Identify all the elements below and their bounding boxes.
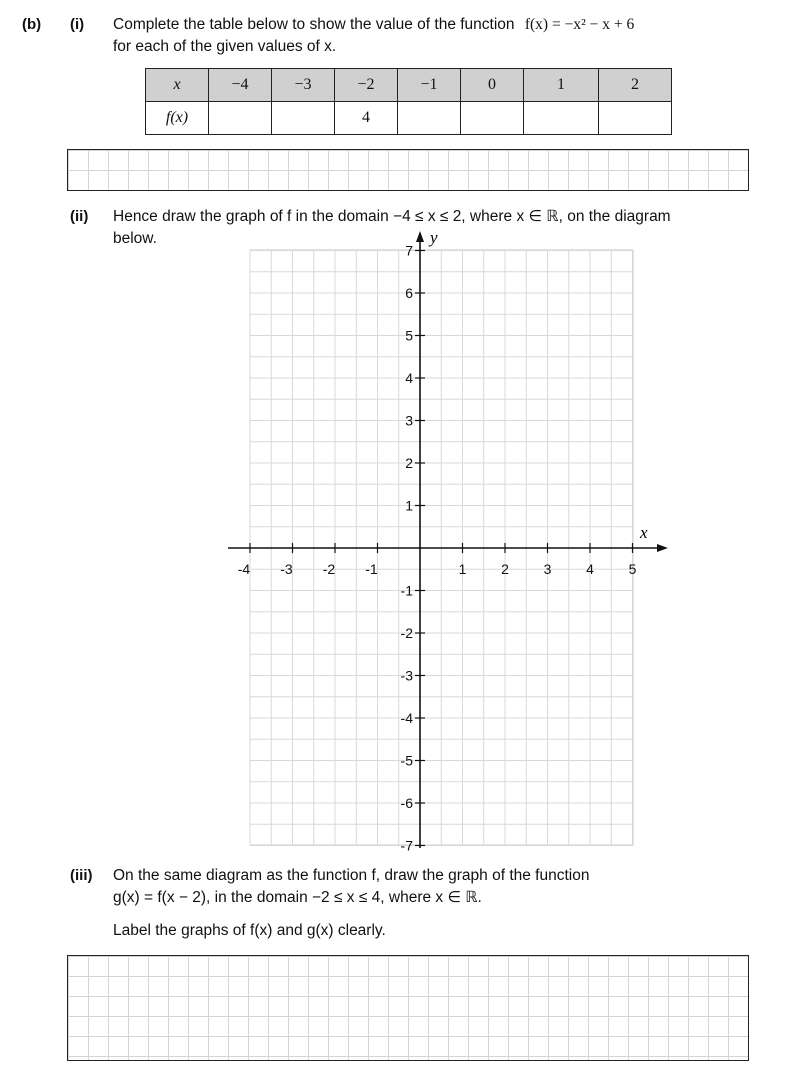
y-tick-label: -6	[400, 795, 413, 811]
y-tick-label: -3	[400, 667, 413, 684]
part-iii-line2: g(x) = f(x − 2), in the domain −2 ≤ x ≤ 4, where x ∈ ℝ.	[113, 889, 482, 906]
x-tick-label: 5	[628, 561, 637, 577]
x-tick-label: 4	[586, 561, 594, 577]
x-tick-label: -2	[322, 561, 336, 577]
x-axis-arrow	[657, 544, 668, 552]
graph-axes	[228, 231, 668, 848]
table-x-cell: 0	[461, 69, 524, 102]
table-x-cell: −3	[272, 69, 335, 102]
y-tick-label: 3	[405, 412, 413, 429]
table-x-cell: 1	[524, 69, 599, 102]
part-iii-label: (iii)	[70, 867, 93, 884]
table-x-cell: −4	[209, 69, 272, 102]
y-tick-label: 4	[405, 370, 413, 386]
y-tick-label: -7	[400, 837, 413, 854]
function-definition: f(x) = −x² − x + 6	[524, 16, 635, 33]
x-tick-label: -3	[280, 561, 293, 577]
x-tick-label: 2	[501, 561, 509, 577]
y-tick-label: 7	[405, 242, 413, 259]
y-tick-label: -1	[400, 582, 413, 599]
y-tick-label: 5	[405, 327, 413, 344]
y-tick-label: -2	[400, 625, 413, 641]
part-iii-line3: Label the graphs of f(x) and g(x) clearly.	[113, 922, 386, 939]
part-b-label: (b)	[22, 16, 42, 33]
table-x-cell: −2	[335, 69, 398, 102]
table-header-fx: f(x)	[146, 102, 209, 135]
x-tick-label: -1	[365, 561, 378, 577]
y-axis-label: y	[430, 228, 438, 247]
answer-box-iii[interactable]	[67, 955, 749, 1061]
part-i-label: (i)	[70, 16, 85, 33]
y-tick-label: -4	[400, 710, 413, 726]
part-ii-label: (ii)	[70, 208, 89, 225]
part-ii-line1: Hence draw the graph of f in the domain −4 ≤ x ≤ 2, where x ∈ ℝ, on the diagram	[113, 208, 671, 225]
x-tick-label: 3	[543, 561, 552, 577]
part-i-line1-text: Complete the table below to show the value of the function	[113, 16, 515, 33]
y-tick-label: 6	[405, 285, 413, 301]
y-tick-label: 2	[405, 455, 413, 471]
table-x-cell: −1	[398, 69, 461, 102]
y-tick-label: -5	[400, 752, 413, 769]
table-header-x: x	[146, 69, 209, 102]
x-tick-label: 1	[458, 561, 467, 577]
part-ii-line2: below.	[113, 230, 157, 247]
table-fx-cell[interactable]: 4	[335, 102, 398, 135]
part-i-line2: for each of the given values of x.	[113, 38, 337, 55]
table-x-cell: 2	[599, 69, 672, 102]
y-axis-arrow	[416, 231, 424, 242]
part-iii-line1: On the same diagram as the function f, draw the graph of the function	[113, 867, 590, 884]
x-tick-label: -4	[237, 561, 251, 577]
y-tick-label: 1	[405, 497, 413, 514]
x-axis-label: x	[640, 523, 648, 542]
